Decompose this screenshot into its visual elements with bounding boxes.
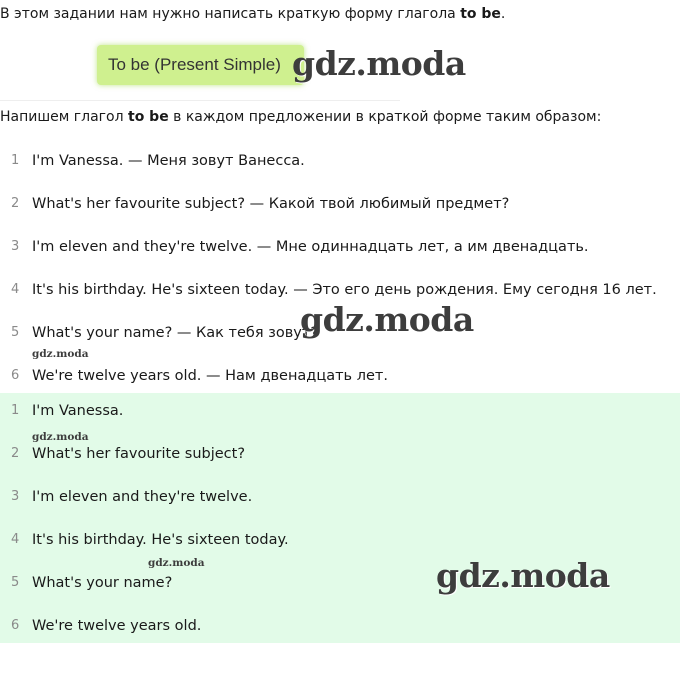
lead-suffix: в каждом предложении в краткой форме таким образом: <box>168 109 602 125</box>
answer-number: 4 <box>11 532 20 547</box>
watermark-logo: gdz.moda <box>436 556 610 595</box>
watermark-logo: gdz.moda <box>300 300 474 339</box>
watermark-small: gdz.moda <box>148 557 205 569</box>
lead-bold: to be <box>128 109 169 125</box>
item-number: 5 <box>11 325 20 340</box>
answer-text: I'm eleven and they're twelve. <box>32 489 253 505</box>
item-number: 2 <box>11 196 20 211</box>
lead-prefix: Напишем глагол <box>0 109 128 125</box>
watermark-logo: gdz.moda <box>292 44 466 83</box>
item-number: 4 <box>11 282 20 297</box>
intro-suffix: . <box>500 6 506 22</box>
answer-text: What's her favourite subject? <box>32 446 246 462</box>
intro-bold: to be <box>460 6 501 22</box>
item-text: I'm eleven and they're twelve. — Мне одиннадцать лет, а им двенадцать. <box>32 239 589 255</box>
answer-number: 3 <box>11 489 20 504</box>
intro-prefix: В этом задании нам нужно написать краткую форму глагола <box>0 6 461 22</box>
item-number: 3 <box>11 239 20 254</box>
watermark-small: gdz.moda <box>32 431 89 443</box>
item-text: What's her favourite subject? — Какой твой любимый предмет? <box>32 196 510 212</box>
answer-text: We're twelve years old. <box>32 618 202 634</box>
item-number: 1 <box>11 153 20 168</box>
answer-text: It's his birthday. He's sixteen today. <box>32 532 289 548</box>
answer-number: 6 <box>11 618 20 633</box>
answer-text: What's your name? <box>32 575 173 591</box>
watermark-small: gdz.moda <box>32 348 89 360</box>
answer-box <box>0 393 680 643</box>
answer-number: 2 <box>11 446 20 461</box>
item-text: It's his birthday. He's sixteen today. — Это его день рождения. Ему сегодня 16 лет. <box>32 282 657 298</box>
item-text: What's your name? — Как тебя зовут? <box>32 325 319 341</box>
topic-label: To be (Present Simple) <box>97 45 304 85</box>
lead-text <box>0 108 601 126</box>
divider <box>0 100 400 101</box>
answer-number: 5 <box>11 575 20 590</box>
answer-text: I'm Vanessa. <box>32 403 124 419</box>
item-text: We're twelve years old. — Нам двенадцать лет. <box>32 368 388 384</box>
item-number: 6 <box>11 368 20 383</box>
intro-text <box>0 5 505 23</box>
answer-number: 1 <box>11 403 20 418</box>
item-text: I'm Vanessa. — Меня зовут Ванесса. <box>32 153 305 169</box>
